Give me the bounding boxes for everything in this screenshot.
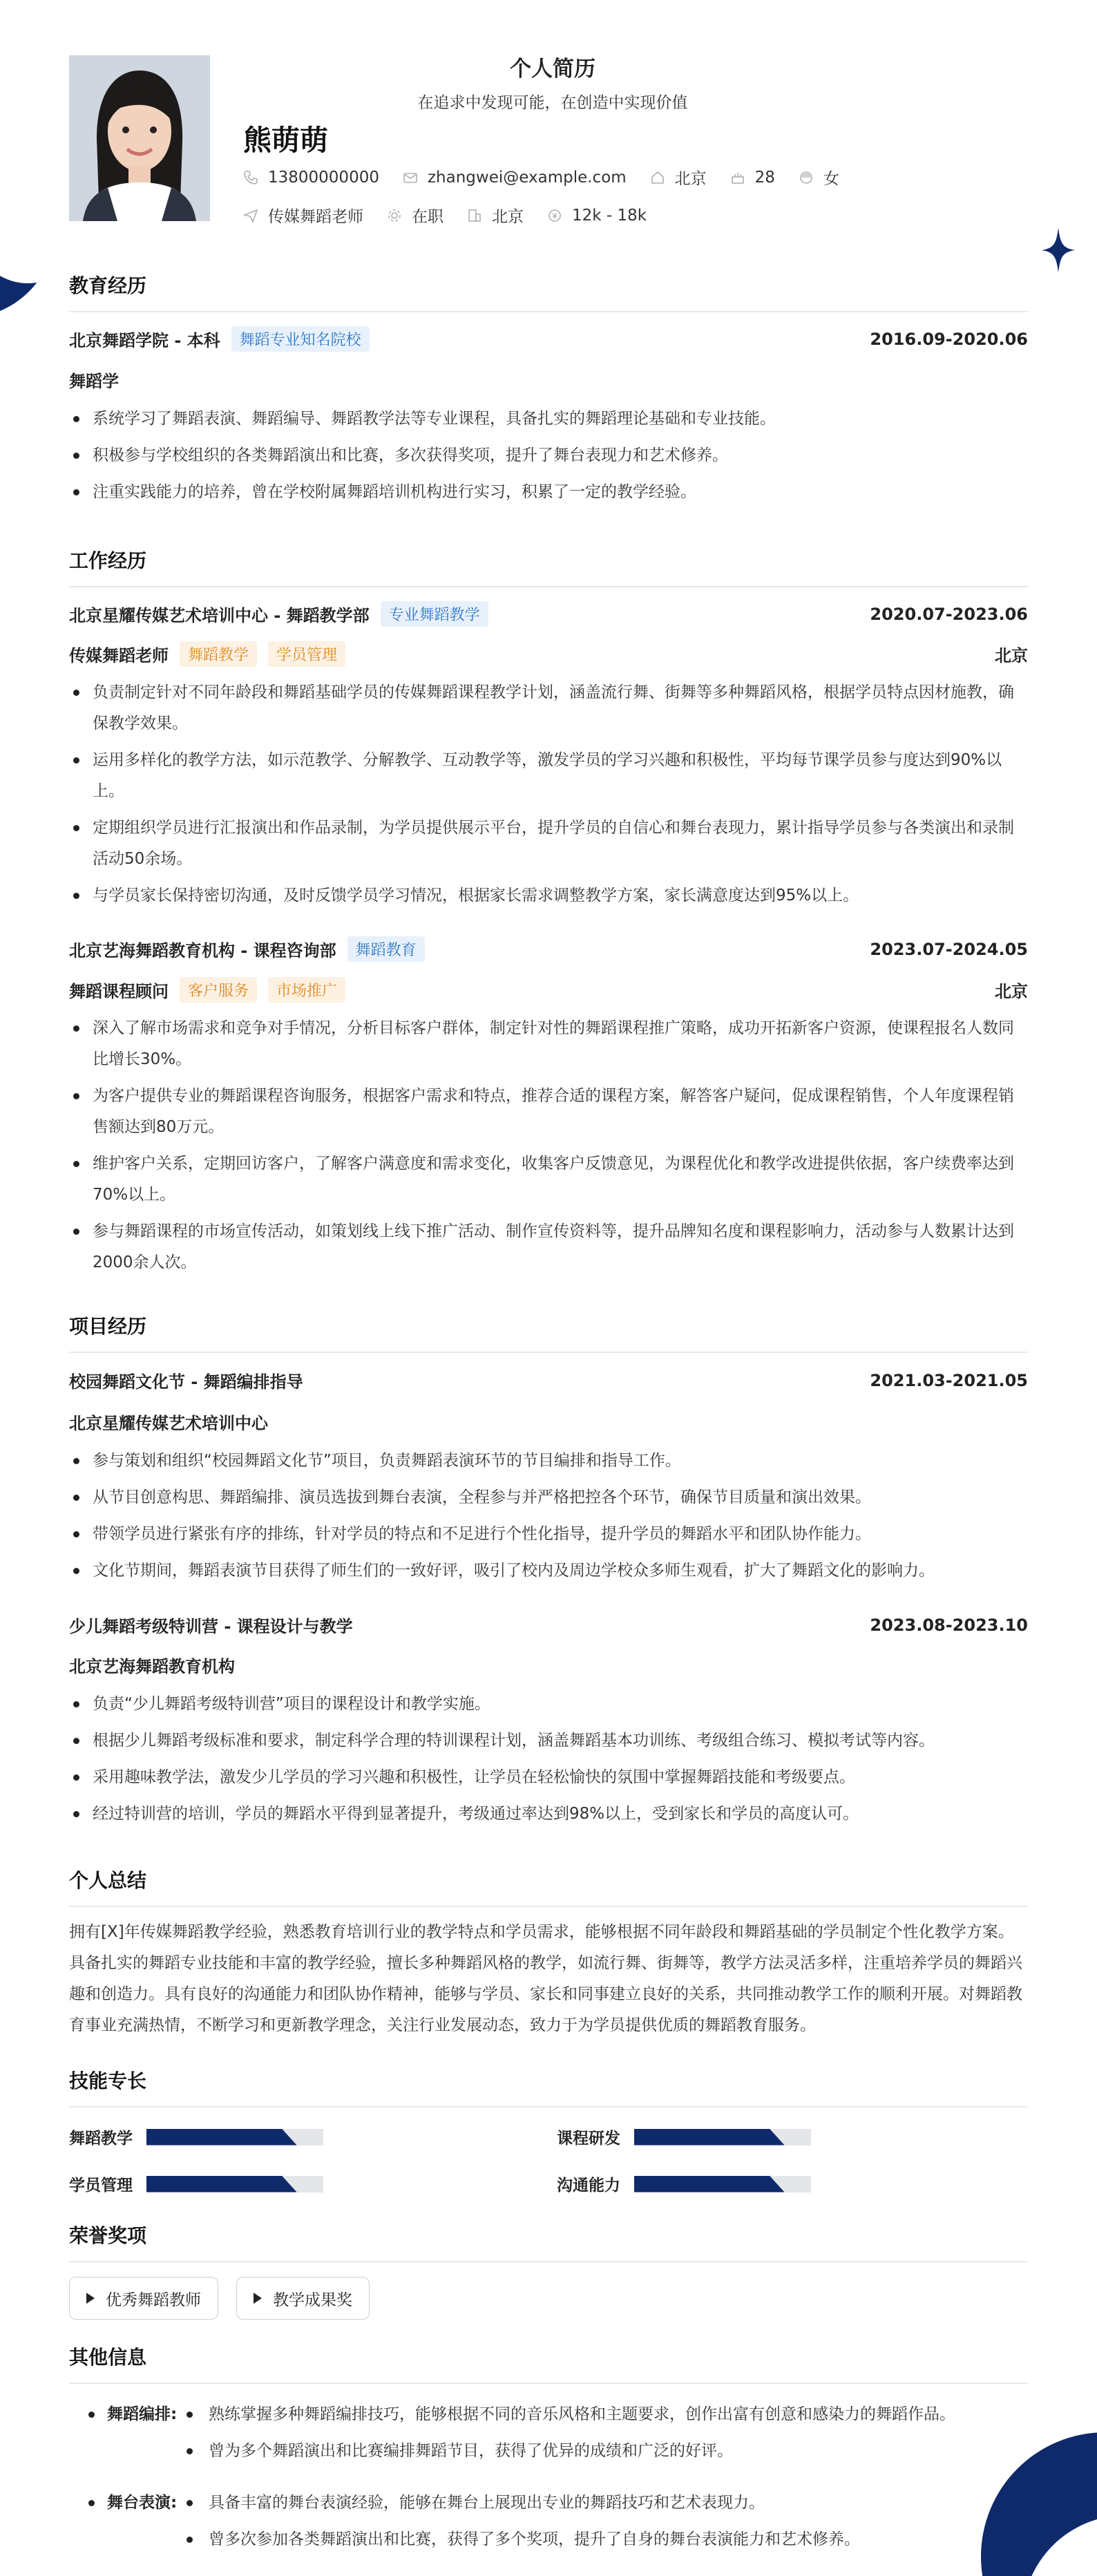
section-title-summary: 个人总结 [69,1866,1028,1907]
award-badge [69,2277,218,2320]
gender-item [799,166,839,189]
skill-item [557,2172,811,2195]
age-text: 28 [754,168,775,187]
job-date: 2020.07-2023.06 [870,604,1028,624]
list-item: 带领学员进行紧张有序的排练，针对学员的特点和不足进行个性化指导，提升学员的舞蹈水平和团队协作能力。 [69,1519,1028,1550]
section-title-work: 工作经历 [69,546,1028,587]
age-item [730,169,775,187]
gear-icon [387,208,402,223]
position-text: 传媒舞蹈老师 [268,208,363,226]
company-name: 北京艺海舞蹈教育机构 - 课程咨询部 [69,941,336,960]
list-item: 曾为多个舞蹈演出和比赛编排舞蹈节目，获得了优异的成绩和广泛的好评。 [180,2436,955,2467]
section-title-skills: 技能专长 [69,2066,1028,2108]
role-tag: 客户服务 [180,977,257,1003]
list-item: 注重实践能力的培养，曾在学校附属舞蹈培训机构进行实习，积累了一定的教学经验。 [69,477,1028,508]
job-bullets [69,1013,1028,1284]
star-icon [1042,228,1075,272]
section-title-other: 其他信息 [69,2342,1028,2384]
salary-item [547,207,647,225]
skill-item [557,2125,811,2148]
list-item: 经过特训营的培训，学员的舞蹈水平得到显著提升，考级通过率达到98%以上，受到家长和学员的高度认可。 [69,1799,1028,1830]
list-item: 采用趣味教学法，激发少儿学员的学习兴趣和积极性，让学员在轻松愉快的氛围中掌握舞蹈技能和考级要点。 [69,1762,1028,1793]
building-icon [467,208,482,223]
project-date: 2021.03-2021.05 [870,1370,1028,1390]
list-item: 为客户提供专业的舞蹈课程咨询服务，根据客户需求和特点，推荐合适的课程方案，解答客户疑问，促成课程销售，个人年度课程销售额达到80万元。 [69,1081,1028,1143]
skill-bar-fill [634,2176,785,2193]
skill-item [69,2172,323,2195]
skill-bar-fill [634,2129,785,2146]
home-icon [650,170,665,185]
job-role-row [69,977,1028,1003]
phone-text: 13800000000 [268,168,379,187]
award-label: 教学成果奖 [273,2291,352,2309]
city-text: 北京 [674,170,707,188]
job-location: 北京 [995,982,1028,1001]
list-item: 积极参与学校组织的各类舞蹈演出和比赛，多次获得奖项，提升了舞台表现力和艺术修养。 [69,440,1028,471]
education-date: 2016.09-2020.06 [870,329,1028,349]
page-title: 个人简历 [510,57,595,82]
other-group-label: 舞蹈编排: [69,2399,177,2430]
job-info-row [243,204,670,227]
status-text: 在职 [412,208,443,226]
list-item: 文化节期间，舞蹈表演节目获得了师生们的一致好评，吸引了校内及周边学校众多师生观看，扩大了舞蹈文化的影响力。 [69,1555,1028,1587]
education-header [69,326,1028,352]
gender-text: 女 [823,170,839,188]
skill-item [69,2125,323,2148]
list-item: 熟练掌握多种舞蹈编排技巧，能够根据不同的音乐风格和主题要求，创作出富有创意和感染力的舞蹈作品。 [180,2399,955,2430]
company-name: 北京星耀传媒艺术培训中心 - 舞蹈教学部 [69,606,370,625]
project-bullets [69,1689,1028,1835]
phone-item [243,169,379,187]
skill-label: 舞蹈教学 [69,2130,133,2148]
motto: 在追求中发现可能，在创造中实现价值 [417,94,688,112]
other-group-list [180,2488,860,2561]
skill-bar-fill [146,2176,297,2193]
project-header [69,1613,1028,1637]
mail-icon [403,170,418,185]
project-bullets [69,1446,1028,1592]
other-group-list [180,2399,955,2472]
send-icon [243,208,258,223]
skill-bar-fill [146,2129,297,2146]
skill-bar [146,2129,323,2146]
job-header [69,601,1028,627]
gender-icon [799,170,814,185]
skill-label: 学员管理 [69,2177,133,2195]
skill-bar [634,2129,811,2146]
skill-label: 沟通能力 [557,2177,620,2195]
project-org [69,1410,1028,1434]
list-item: 系统学习了舞蹈表演、舞蹈编导、舞蹈教学法等专业课程，具备扎实的舞蹈理论基础和专业技能。 [69,404,1028,435]
school-tag: 舞蹈专业知名院校 [231,326,370,352]
email-item [403,169,627,187]
list-item: 深入了解市场需求和竞争对手情况，分析目标客户群体，制定针对性的舞蹈课程推广策略，成功开拓新客户资源，使课程报名人数同比增长30%。 [69,1013,1028,1075]
cake-icon [730,170,745,185]
role-title: 传媒舞蹈老师 [69,646,169,665]
education-bullets [69,404,1028,513]
job-role-row [69,641,1028,667]
salary-text: 12k - 18k [572,206,647,225]
project-name: 少儿舞蹈考级特训营 - 课程设计与教学 [69,1617,353,1636]
award-badge [236,2277,370,2320]
list-item: 具备丰富的舞台表演经验，能够在舞台上展现出专业的舞蹈技巧和艺术表现力。 [180,2488,860,2519]
project-org [69,1653,1028,1677]
section-title-education: 教育经历 [69,271,1028,312]
school-name: 北京舞蹈学院 - 本科 [69,331,220,350]
list-item: 参与舞蹈课程的市场宣传活动，如策划线上线下推广活动、制作宣传资料等，提升品牌知名度和课程影响力，活动参与人数累计达到2000余人次。 [69,1216,1028,1278]
play-icon [254,2293,262,2304]
role-tag: 市场推广 [268,977,345,1003]
target-city-item [467,204,524,227]
skill-label: 课程研发 [557,2130,620,2148]
list-item: 根据少儿舞蹈考级标准和要求，制定科学合理的特训课程计划，涵盖舞蹈基本功训练、考级组合练习、模拟考试等内容。 [69,1725,1028,1756]
list-item: 维护客户关系，定期回访客户，了解客户满意度和需求变化，收集客户反馈意见，为课程优化和教学改进提供依据，客户续费率达到70%以上。 [69,1148,1028,1211]
list-item: 定期组织学员进行汇报演出和作品录制，为学员提供展示平台，提升学员的自信心和舞台表现力，累计指导学员参与各类演出和录制活动50余场。 [69,813,1028,875]
job-bullets [69,677,1028,917]
skill-bar [634,2176,811,2193]
play-icon [86,2293,95,2304]
avatar [69,55,210,221]
job-header [69,936,1028,962]
role-title: 舞蹈课程顾问 [69,982,169,1001]
project-header [69,1368,1028,1392]
email-text: zhangwei@example.com [427,168,627,187]
position-item [243,204,363,227]
list-item: 参与策划和组织“校园舞蹈文化节”项目，负责舞蹈表演环节的节目编排和指导工作。 [69,1446,1028,1477]
contact-info-row [243,166,863,189]
award-label: 优秀舞蹈教师 [106,2291,201,2309]
project-org-text: 北京艺海舞蹈教育机构 [69,1657,235,1676]
project-org-text: 北京星耀传媒艺术培训中心 [69,1414,268,1433]
job-location: 北京 [995,646,1028,665]
other-group-label: 舞台表演: [69,2488,177,2519]
status-item [387,204,443,227]
company-tag: 舞蹈教育 [347,936,425,962]
role-tag: 学员管理 [268,641,345,667]
list-item: 曾多次参加各类舞蹈演出和比赛，获得了多个奖项，提升了自身的舞台表演能力和艺术修养。 [180,2524,860,2555]
list-item: 从节目创意构思、舞蹈编排、演员选拔到舞台表演，全程参与并严格把控各个环节，确保节目质量和演出效果。 [69,1482,1028,1513]
list-item: 与学员家长保持密切沟通，及时反馈学员学习情况，根据家长需求调整教学方案，家长满意度达到95%以上。 [69,880,1028,911]
money-icon [547,208,562,223]
summary-text: 拥有[X]年传媒舞蹈教学经验，熟悉教育培训行业的教学特点和学员需求，能够根据不同年龄段和舞蹈基础的学员制定个性化教学方案。具备扎实的舞蹈专业技能和丰富的教学经验，擅长多种舞蹈风格的教学，如流行舞、街舞等，教学方法灵活多样，注重培养学员的舞蹈兴趣和创造力。具有良好的沟通能力和团队协作精神，能够与学员、家长和同事建立良好的关系，共同推动教学工作的顺利开展。对舞蹈教育事业充满热情，不断学习和更新教学理念，关注行业发展动态，致力于为学员提供优质的舞蹈教育服务。 [69,1923,1022,2034]
phone-icon [243,170,258,185]
section-title-awards: 荣誉奖项 [69,2221,1028,2262]
skill-bar [146,2176,323,2193]
project-name: 校园舞蹈文化节 - 舞蹈编排指导 [69,1372,303,1392]
city-item [650,166,707,189]
list-item: 运用多样化的教学方法，如示范教学、分解教学、互动教学等，激发学员的学习兴趣和积极性，平均每节课学员参与度达到90%以上。 [69,745,1028,807]
project-date: 2023.08-2023.10 [870,1615,1028,1635]
major-text: 舞蹈学 [69,372,119,391]
section-title-projects: 项目经历 [69,1311,1028,1353]
job-date: 2023.07-2024.05 [870,939,1028,959]
list-item: 负责制定针对不同年龄段和舞蹈基础学员的传媒舞蹈课程教学计划，涵盖流行舞、街舞等多种舞蹈风格，根据学员特点因材施教，确保教学效果。 [69,677,1028,739]
candidate-name: 熊萌萌 [243,124,328,157]
education-major [69,368,1028,392]
company-tag: 专业舞蹈教学 [381,601,488,627]
list-item: 负责“少儿舞蹈考级特训营”项目的课程设计和教学实施。 [69,1689,1028,1720]
target-city-text: 北京 [492,208,524,226]
role-tag: 舞蹈教学 [180,641,257,667]
